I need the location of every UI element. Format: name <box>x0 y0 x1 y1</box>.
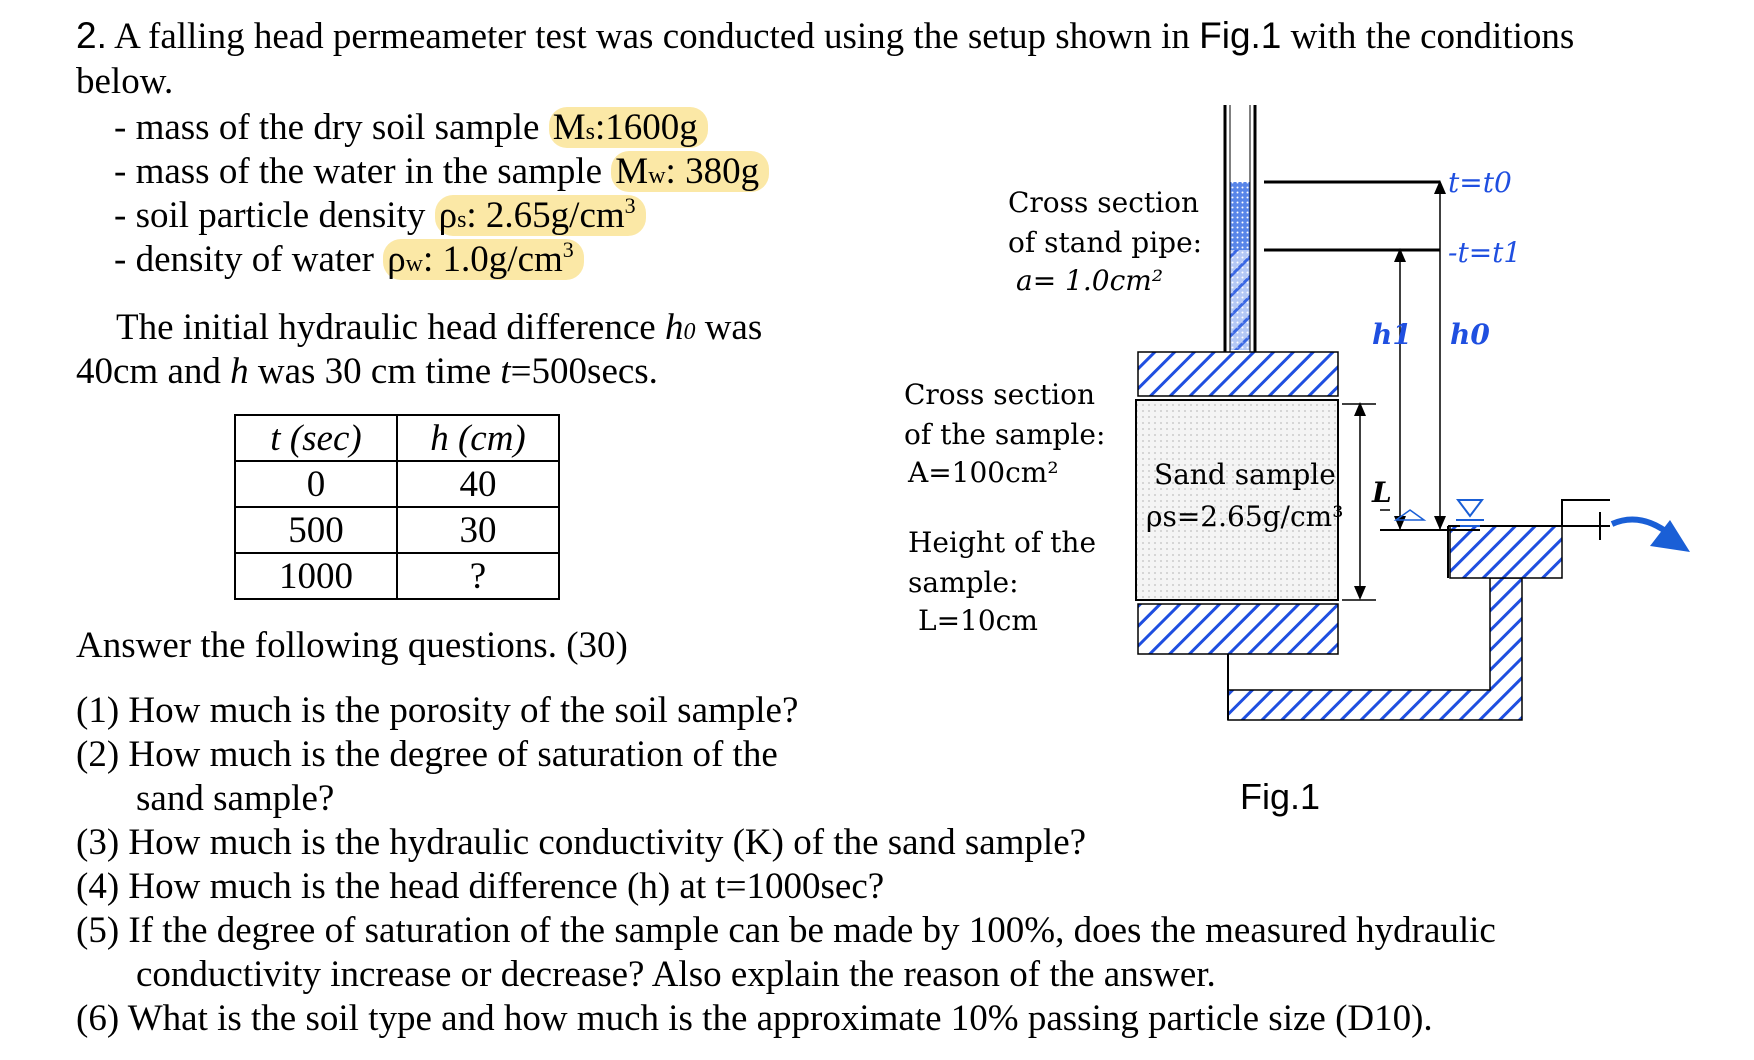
pipe-label-3: a= 1.0cm² <box>1016 264 1164 297</box>
table-cell: 1000 <box>235 553 397 599</box>
h1-label: h1 <box>1372 318 1412 351</box>
condition-water-mass: - mass of the water in the sample Mw: 380g <box>114 150 769 198</box>
question-1: (1) How much is the porosity of the soil sample? <box>76 690 799 731</box>
height-label-3: L=10cm <box>918 604 1038 637</box>
bottom-cap <box>1138 604 1338 654</box>
sand-sample-label: Sand sample <box>1154 458 1336 491</box>
table-cell: 30 <box>397 507 559 553</box>
question-4: (4) How much is the head difference (h) at t=1000sec? <box>76 866 885 907</box>
highlight-mw: Mw: 380g <box>611 151 769 192</box>
pipe-label-1: Cross section <box>1008 186 1200 219</box>
sand-density-label: ρs=2.65g/cm³ <box>1146 500 1344 533</box>
table-cell: 40 <box>397 461 559 507</box>
condition-particle-density: - soil particle density ρs: $2.65g/cm^3$ <box>114 194 646 242</box>
highlight-rhow: ρw: $1.0g/cm^3$ <box>383 239 584 280</box>
t0-label: t=t0 <box>1448 166 1512 199</box>
outflow-reservoir <box>1450 526 1562 578</box>
head-text-line1: The initial hydraulic head difference h0 was <box>116 307 763 348</box>
condition-water-density: - density of water ρw: $1.0g/cm^3$ <box>114 238 584 286</box>
sample-label-1: Cross section <box>904 378 1096 411</box>
problem-statement-line2: below. <box>76 61 174 102</box>
highlight-rhos: ρs: $2.65g/cm^3$ <box>435 195 646 236</box>
top-cap <box>1138 352 1338 396</box>
sample-label-2: of the sample: <box>904 418 1106 451</box>
head-text-line2: 40cm and h was 30 cm time t=500secs. <box>76 351 658 392</box>
intro-b: with the conditions <box>1281 16 1575 57</box>
height-label-2: sample: <box>908 566 1019 599</box>
sample-label-3: A=100cm² <box>908 456 1059 489</box>
stand-pipe <box>1225 105 1255 352</box>
fig-reference: Fig.1 <box>1199 15 1282 56</box>
question-5: (5) If the degree of saturation of the sample can be made by 100%, does the measured hydraulic <box>76 910 1496 951</box>
table-header: h (cm) <box>397 415 559 461</box>
question-6: (6) What is the soil type and how much is the approximate 10% passing particle size (D10). <box>76 998 1433 1039</box>
condition-dry-mass: - mass of the dry soil sample Ms:1600g <box>114 106 708 154</box>
table-cell: 0 <box>235 461 397 507</box>
question-3: (3) How much is the hydraulic conductivity (K) of the sand sample? <box>76 822 1087 863</box>
question-5-cont: conductivity increase or decrease? Also explain the reason of the answer. <box>136 954 1216 995</box>
intro-a: A falling head permeameter test was conducted using the setup shown in <box>106 16 1200 57</box>
table-cell: 500 <box>235 507 397 553</box>
figure-caption: Fig.1 <box>1240 776 1321 817</box>
t1-label: -t=t1 <box>1448 236 1522 269</box>
height-label-1: Height of the <box>908 526 1097 559</box>
problem-number: 2. <box>76 15 107 56</box>
L-label: L <box>1372 476 1392 509</box>
question-2-cont: sand sample? <box>136 778 335 819</box>
answer-intro: Answer the following questions. (30) <box>76 625 628 666</box>
table-cell: ? <box>397 553 559 599</box>
pipe-label-2: of stand pipe: <box>1008 226 1203 259</box>
table-header: t (sec) <box>235 415 397 461</box>
h0-label: h0 <box>1450 318 1490 351</box>
question-2: (2) How much is the degree of saturation of the <box>76 734 778 775</box>
highlight-ms: Ms:1600g <box>549 107 708 148</box>
